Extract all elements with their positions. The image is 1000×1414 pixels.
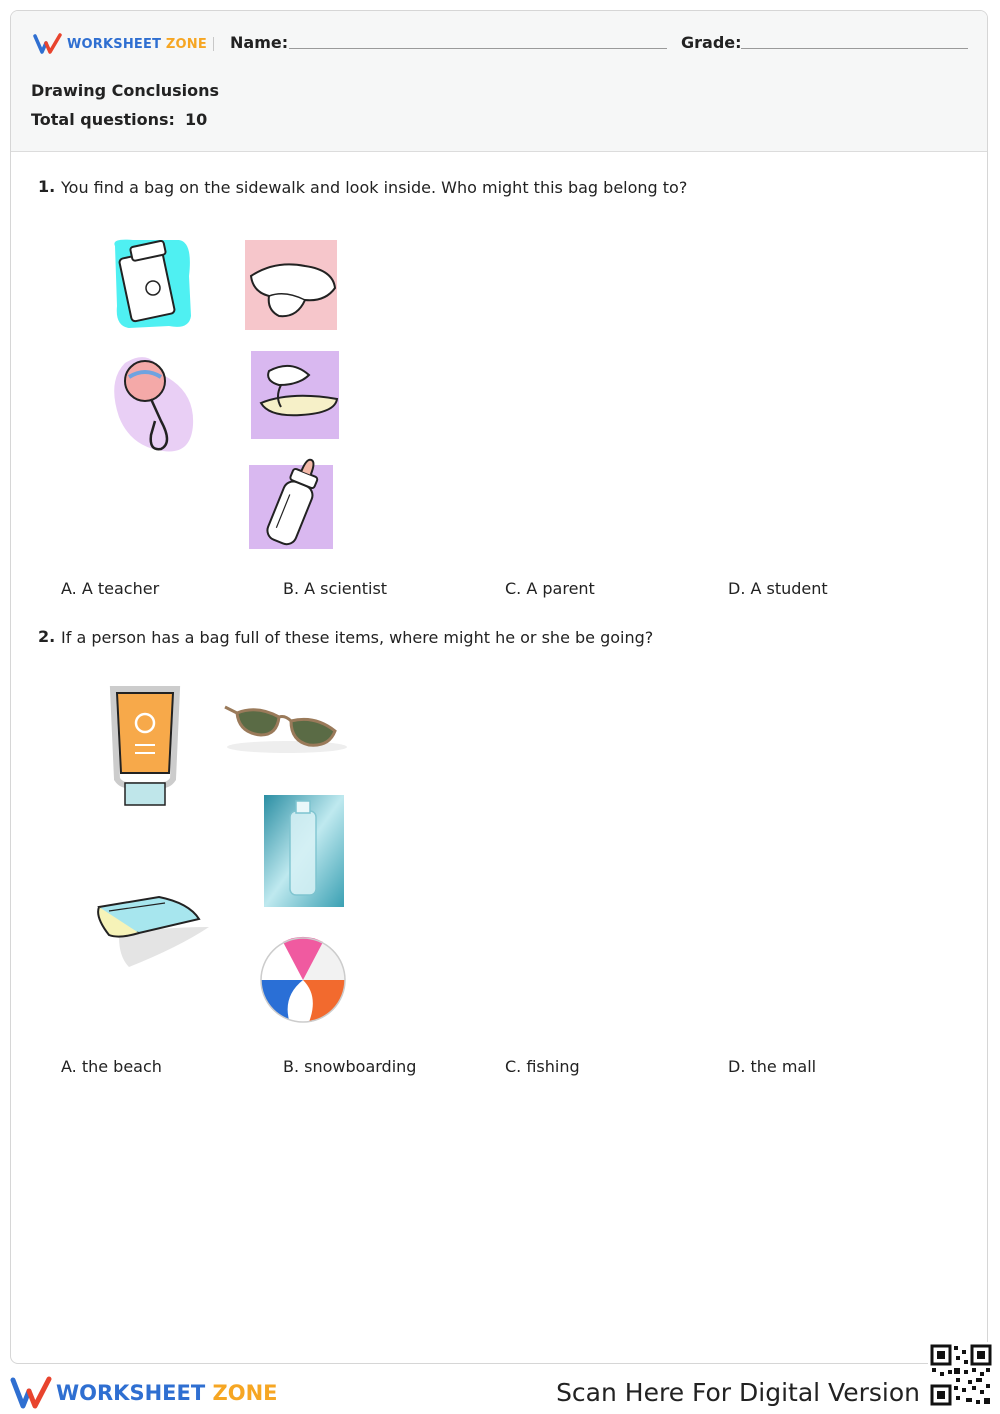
grade-label: Grade: [681,33,742,52]
rattle-icon [111,351,199,457]
question-1-number: 1. [38,177,56,196]
question-1-text: You find a bag on the sidewalk and look inside. Who might this bag belong to? [61,178,688,197]
question-2-number: 2. [38,627,56,646]
name-label: Name: [230,33,289,52]
question-1-option-d[interactable]: D. A student [728,579,828,598]
question-1-option-a[interactable]: A. A teacher [61,579,160,598]
qr-code-icon[interactable] [928,1342,994,1408]
pacifier-icon [251,351,339,439]
towel-icon [89,877,213,967]
brand-text-zone: ZONE [165,36,207,52]
sunscreen-icon [107,683,183,811]
brand-logo [33,33,207,55]
name-field[interactable] [289,48,667,49]
question-2-option-a[interactable]: A. the beach [61,1057,162,1076]
total-questions-value: 10 [184,110,208,129]
brand-text-worksheet: WORKSHEET [67,36,162,52]
worksheet-sheet [10,10,988,1364]
question-2-option-d[interactable]: D. the mall [728,1057,817,1076]
footer-brand-zone: ZONE [212,1381,278,1405]
water-bottle-icon [264,795,344,907]
question-2-text: If a person has a bag full of these items, where might he or she be going? [61,628,654,647]
baby-bottle-icon [249,457,333,549]
footer-brand-worksheet: WORKSHEET [56,1381,206,1405]
diaper-icon [245,240,337,330]
scan-digital-text: Scan Here For Digital Version [556,1378,920,1407]
footer-brand-logo [10,1376,278,1410]
question-2-option-c[interactable]: C. fishing [505,1057,580,1076]
question-1-option-b[interactable]: B. A scientist [283,579,388,598]
total-questions [31,110,207,129]
brand-w-icon [33,33,63,55]
question-2-option-b[interactable]: B. snowboarding [283,1057,417,1076]
baby-powder-icon [109,236,193,330]
worksheet-header [11,11,987,152]
total-questions-label: Total questions: [31,110,175,129]
grade-field[interactable] [741,48,968,49]
sunglasses-icon [217,691,349,757]
question-1-option-c[interactable]: C. A parent [505,579,595,598]
worksheet-title: Drawing Conclusions [31,81,220,100]
footer-brand-w-icon [10,1376,52,1410]
beach-ball-icon [259,936,347,1024]
header-divider [213,37,214,51]
